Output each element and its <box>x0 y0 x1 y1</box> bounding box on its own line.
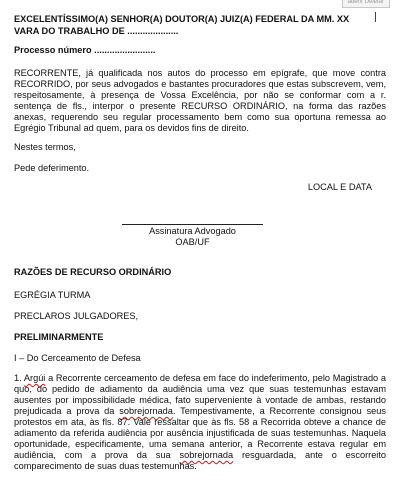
reasons-title: RAZÕES DE RECURSO ORDINÁRIO <box>14 267 172 277</box>
header-line-1: EXCELENTÍSSIMO(A) SENHOR(A) DOUTOR(A) JUIZ(A) FEDERAL DA MM. XX <box>14 14 350 24</box>
intro-paragraph: RECORRENTE, já qualificada nos autos do processo em epígrafe, que move contra RECORRIDO, por seus advogados e bastantes procuradores que estas subscrevem, vem, respeitosamente, à presença de Vossa Excelência, por não se conformar com a r. sentença de fls., interpor o presente RECURSO ORDINÁRIO, na forma das razões anexas, requerendo seu regular processamento bem como sua oportuna remessa ao Egrégio Tribunal ad quem, para os devidos fins de direito. <box>14 68 386 133</box>
spellcheck-word-argui[interactable]: Argúi <box>23 373 46 383</box>
place-date: LOCAL E DATA <box>307 182 372 192</box>
paragraph-1-text-c: resguardada, ante o escorreito comparecimento de suas duas testemunhas. <box>14 450 387 471</box>
court-greeting: EGRÉGIA TURMA <box>14 290 91 300</box>
preliminary-heading: PRELIMINARMENTE <box>14 332 104 342</box>
spellcheck-word-sobrejornada[interactable]: sobrejornada <box>119 406 173 416</box>
comment-chip[interactable]: aderir Deletar <box>342 0 390 8</box>
judges-greeting: PRECLAROS JULGADORES, <box>14 311 139 321</box>
paragraph-1-number: 1. <box>14 373 24 383</box>
header-line-2: VARA DO TRABALHO DE .................... <box>14 26 179 36</box>
paragraph-1-text-b: . Tempestivamente, a Recorrente consignou seus protestos em ata, às fls. 87. Vale ressaltar que às fls. 58 a Recorrida obteve a chance de adiamento da referida audiência por ausência injustificada de suas testemunhas. Naquela oportunidade, especificamente, uma semana anterior, a Recorrente estava regular em audiência, com a prova da sua <box>14 406 386 460</box>
section-heading-1: I – Do Cerceamento de Defesa <box>14 353 141 363</box>
spellcheck-word-sobrejornada-2[interactable]: sobrejornada <box>179 450 234 460</box>
closing-request: Pede deferimento. <box>14 163 90 173</box>
signature-line <box>122 224 263 225</box>
process-number: Processo número ........................ <box>14 45 156 55</box>
closing-terms: Nestes termos, <box>14 142 76 152</box>
paragraph-1-text-a: a Recorrente cerceamento de defesa em face do indeferimento, pelo Magistrado a quo, do pedido de adiamento da audiência uma vez que suas testemunhas estavam ausentes por impossibilidade médica, fato superveniente à vontade de ambas, restando prejudicada a prova da <box>14 373 386 416</box>
signature-label: Assinatura Advogado <box>149 226 236 236</box>
paragraph-1 <box>14 373 386 472</box>
signature-oab: OAB/UF <box>175 237 210 247</box>
